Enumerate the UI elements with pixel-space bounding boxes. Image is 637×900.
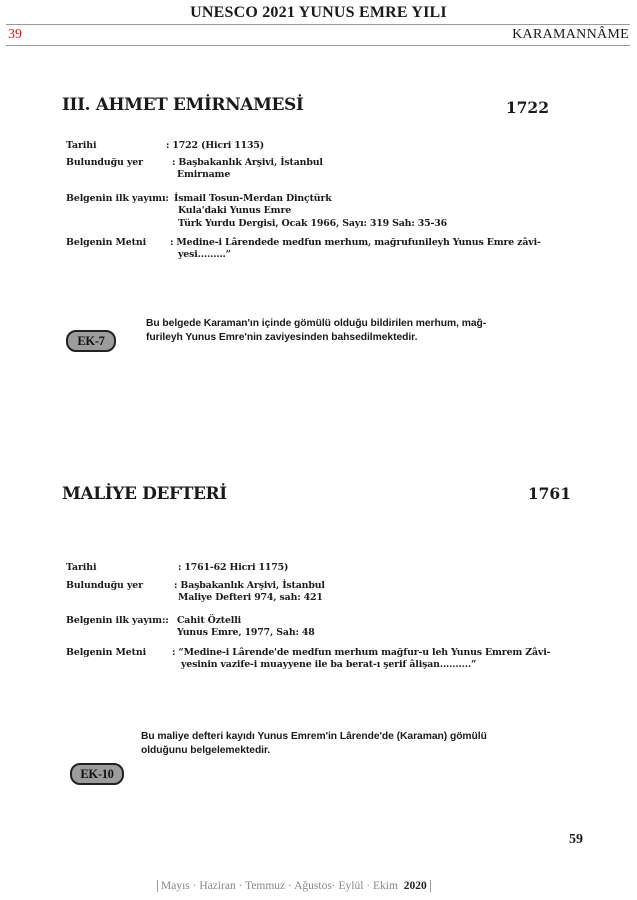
field-value-line: İsmail Tosun-Merdan Dinçtürk [174, 193, 332, 204]
magazine-name: KARAMANNÂME [512, 27, 629, 42]
field-value [172, 157, 323, 182]
field-value-line: : Başbakanlık Arşivi, İstanbul [174, 580, 325, 591]
field-value [170, 237, 541, 262]
footer-year: 2020 [403, 880, 427, 892]
field-value-line: : Başbakanlık Arşivi, İstanbul [172, 157, 323, 168]
annex-note [141, 730, 487, 758]
field-value [177, 615, 315, 640]
field-value-line: Yunus Emre, 1977, Sah: 48 [177, 627, 315, 639]
annex-note-line: olduğunu belgelemektedir. [141, 745, 271, 756]
journal-title: UNESCO 2021 YUNUS EMRE YILI [190, 4, 447, 21]
annex-badge: EK-7 [66, 330, 116, 352]
field-label: Bulunduğu yer [66, 157, 143, 168]
field-label: Bulunduğu yer [66, 580, 143, 591]
field-value-line: Emirname [177, 169, 231, 181]
field-value [178, 562, 288, 574]
field-value [172, 647, 550, 672]
field-label: Belgenin ilk yayım:: [66, 615, 169, 626]
annex-badge: EK-10 [70, 763, 124, 785]
page-number: 59 [569, 832, 583, 847]
field-value-line: yesinin vazife-i muayyene ile ba berat-ı şerif âlişan..........” [181, 659, 477, 671]
field-value-line: Cahit Öztelli [177, 615, 242, 626]
field-value-line: yesi.........” [178, 249, 231, 261]
header-rule-bottom [6, 45, 630, 46]
section-year: 1761 [527, 484, 571, 503]
annex-note-line: Bu maliye defteri kayıdı Yunus Emrem'in Lârende'de (Karaman) gömülü [141, 731, 487, 742]
footer-issue-months [157, 880, 431, 892]
footer-months: Mayıs · Haziran · Temmuz · Ağustos· Eylül · Ekim [161, 880, 398, 892]
section-year: 1722 [505, 98, 549, 117]
field-label: Belgenin Metni [66, 647, 147, 658]
section-title: MALİYE DEFTERİ [62, 484, 227, 504]
field-value-line: : 1722 (Hicri 1135) [166, 140, 265, 151]
field-value [174, 193, 447, 230]
header-rule-top [6, 24, 630, 25]
field-value-line: Kula'daki Yunus Emre [178, 205, 292, 217]
field-value-line: Maliye Defteri 974, sah: 421 [178, 592, 323, 604]
field-value [174, 580, 325, 605]
field-value-line: Türk Yurdu Dergisi, Ocak 1966, Sayı: 319 Sah: 35-36 [178, 217, 448, 229]
field-label: Belgenin ilk yayımı: [66, 193, 169, 204]
annex-note-line: Bu belgede Karaman'ın içinde gömülü olduğu bildirilen merhum, mağ- [146, 318, 487, 329]
page-number-left: 39 [8, 27, 22, 42]
field-value [166, 140, 264, 152]
section-title: III. AHMET EMİRNAMESİ [62, 95, 304, 115]
annex-note [146, 317, 486, 345]
field-label: Belgenin Metni [66, 237, 147, 248]
field-value-line: : “Medine-i Lârende'de medfun merhum mağfur-u leh Yunus Emrem Zâvi- [172, 647, 551, 658]
annex-note-line: furileyh Yunus Emre'nin zaviyesinden bahsedilmektedir. [146, 332, 418, 343]
field-value-line: : Medine-i Lârendede medfun merhum, mağrufunileyh Yunus Emre zâvi- [170, 237, 541, 248]
field-value-line: : 1761-62 Hicri 1175) [178, 562, 289, 573]
field-label: Tarihi [66, 562, 97, 573]
field-label: Tarihi [66, 140, 97, 151]
